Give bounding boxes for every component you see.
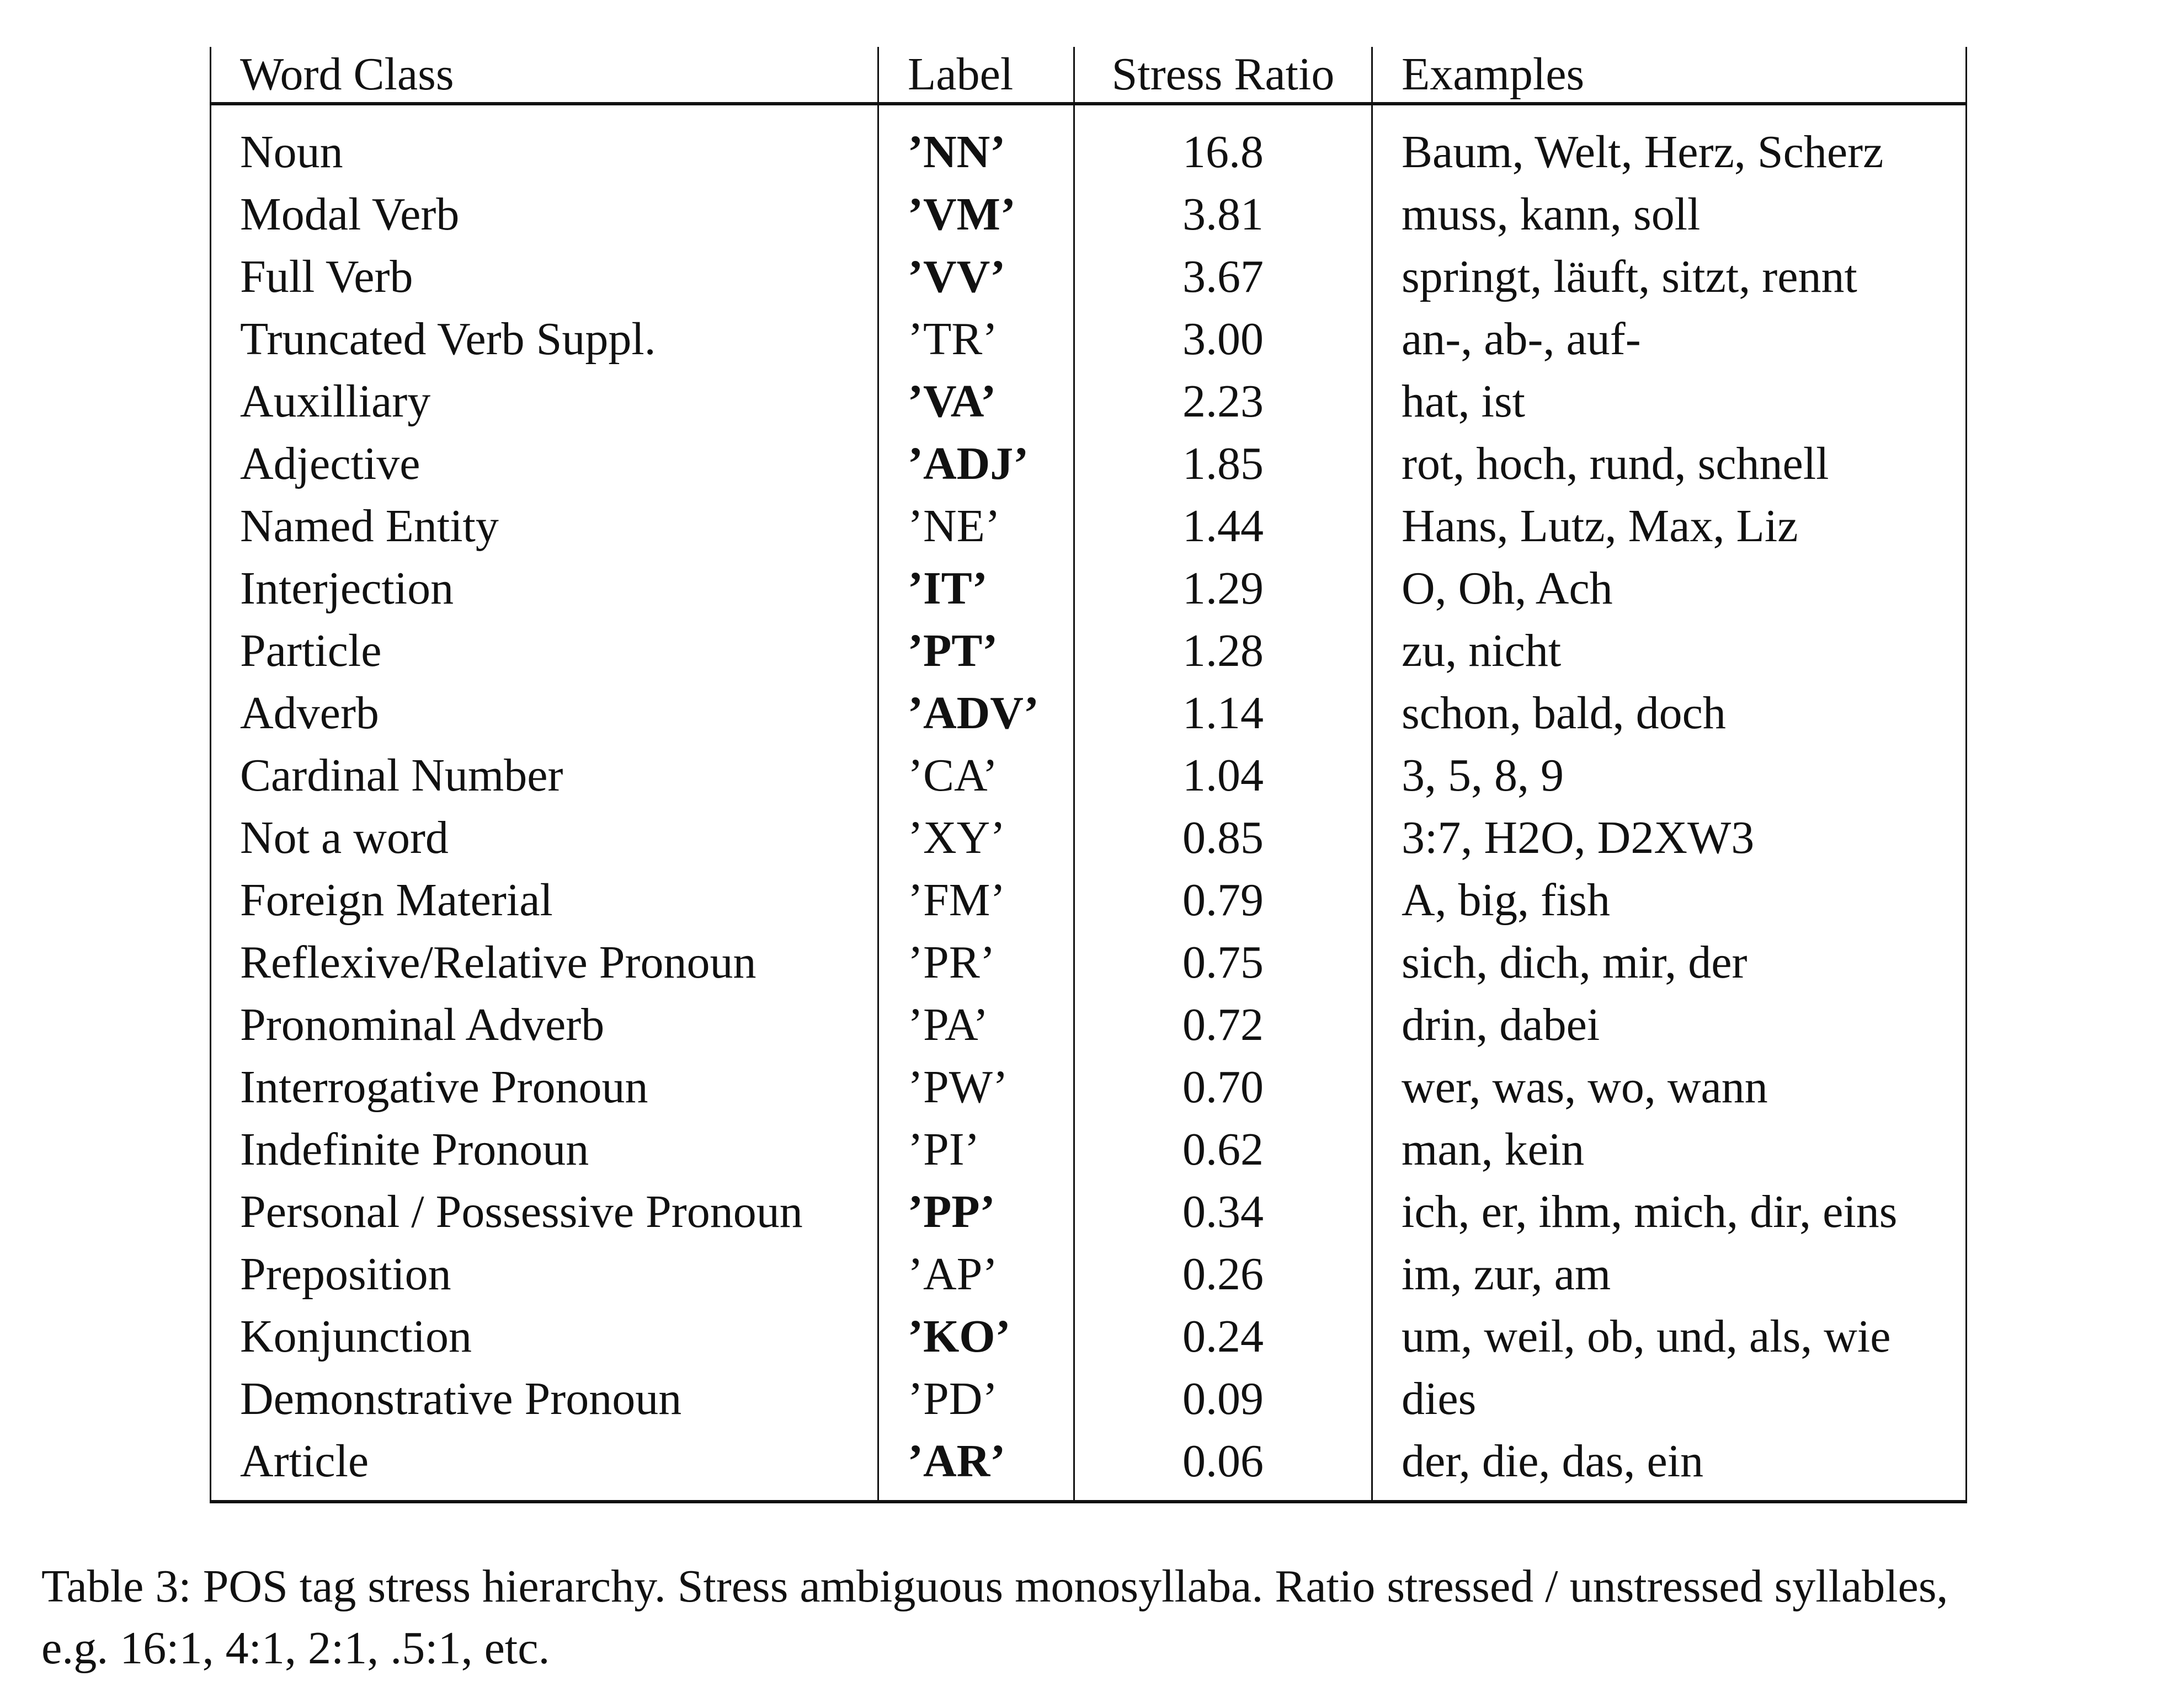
cell-word-class: Preposition <box>211 1243 878 1305</box>
table-row <box>211 557 1967 620</box>
cell-label: ’ADV’ <box>878 682 1074 744</box>
header-stress-ratio: Stress Ratio <box>1074 47 1372 104</box>
cell-label: ’ADJ’ <box>878 433 1074 495</box>
header-examples: Examples <box>1372 47 1967 104</box>
cell-stress-ratio: 0.26 <box>1074 1243 1372 1305</box>
table-spacer-row <box>211 104 1967 121</box>
cell-examples: rot, hoch, rund, schnell <box>1372 433 1967 495</box>
cell-examples: sich, dich, mir, der <box>1372 931 1967 994</box>
cell-examples: drin, dabei <box>1372 994 1967 1056</box>
cell-word-class: Full Verb <box>211 245 878 308</box>
cell-label: ’PP’ <box>878 1181 1074 1243</box>
cell-label: ’TR’ <box>878 308 1074 370</box>
cell-examples: Baum, Welt, Herz, Scherz <box>1372 121 1967 183</box>
cell-stress-ratio: 0.06 <box>1074 1430 1372 1502</box>
cell-word-class: Truncated Verb Suppl. <box>211 308 878 370</box>
cell-word-class: Auxilliary <box>211 370 878 433</box>
cell-stress-ratio: 0.79 <box>1074 869 1372 931</box>
cell-label: ’NE’ <box>878 495 1074 557</box>
table-row <box>211 682 1967 744</box>
cell-stress-ratio: 0.62 <box>1074 1118 1372 1181</box>
cell-label: ’PW’ <box>878 1056 1074 1118</box>
table-row <box>211 495 1967 557</box>
cell-word-class: Interjection <box>211 557 878 620</box>
header-word-class: Word Class <box>211 47 878 104</box>
cell-word-class: Particle <box>211 620 878 682</box>
cell-word-class: Interrogative Pronoun <box>211 1056 878 1118</box>
cell-label: ’XY’ <box>878 807 1074 869</box>
table-row <box>211 245 1967 308</box>
cell-word-class: Noun <box>211 121 878 183</box>
cell-stress-ratio: 1.04 <box>1074 744 1372 807</box>
table-row <box>211 807 1967 869</box>
table-row <box>211 121 1967 183</box>
table-row <box>211 183 1967 245</box>
cell-label: ’VM’ <box>878 183 1074 245</box>
cell-examples: schon, bald, doch <box>1372 682 1967 744</box>
table-row <box>211 1368 1967 1430</box>
table-row <box>211 994 1967 1056</box>
cell-word-class: Indefinite Pronoun <box>211 1118 878 1181</box>
pos-stress-table-container <box>210 47 1965 1503</box>
cell-word-class: Personal / Possessive Pronoun <box>211 1181 878 1243</box>
cell-stress-ratio: 0.85 <box>1074 807 1372 869</box>
cell-examples: Hans, Lutz, Max, Liz <box>1372 495 1967 557</box>
cell-examples: zu, nicht <box>1372 620 1967 682</box>
cell-label: ’VV’ <box>878 245 1074 308</box>
cell-stress-ratio: 2.23 <box>1074 370 1372 433</box>
cell-word-class: Konjunction <box>211 1305 878 1368</box>
caption-line-1: Table 3: POS tag stress hierarchy. Stress ambiguous monosyllaba. Ratio stressed / unstressed syllables, <box>41 1561 1948 1612</box>
table-row <box>211 1305 1967 1368</box>
cell-label: ’PT’ <box>878 620 1074 682</box>
pos-stress-table <box>210 47 1967 1503</box>
cell-label: ’KO’ <box>878 1305 1074 1368</box>
cell-word-class: Cardinal Number <box>211 744 878 807</box>
cell-examples: um, weil, ob, und, als, wie <box>1372 1305 1967 1368</box>
cell-examples: O, Oh, Ach <box>1372 557 1967 620</box>
table-row <box>211 869 1967 931</box>
cell-stress-ratio: 1.29 <box>1074 557 1372 620</box>
cell-examples: A, big, fish <box>1372 869 1967 931</box>
table-row <box>211 1243 1967 1305</box>
cell-label: ’VA’ <box>878 370 1074 433</box>
cell-examples: wer, was, wo, wann <box>1372 1056 1967 1118</box>
cell-examples: 3:7, H2O, D2XW3 <box>1372 807 1967 869</box>
cell-word-class: Modal Verb <box>211 183 878 245</box>
cell-stress-ratio: 0.70 <box>1074 1056 1372 1118</box>
header-row <box>211 47 1967 104</box>
cell-label: ’PD’ <box>878 1368 1074 1430</box>
cell-examples: an-, ab-, auf- <box>1372 308 1967 370</box>
cell-label: ’PR’ <box>878 931 1074 994</box>
cell-label: ’AR’ <box>878 1430 1074 1502</box>
cell-word-class: Adjective <box>211 433 878 495</box>
table-row <box>211 370 1967 433</box>
cell-examples: ich, er, ihm, mich, dir, eins <box>1372 1181 1967 1243</box>
cell-label: ’CA’ <box>878 744 1074 807</box>
cell-stress-ratio: 0.09 <box>1074 1368 1372 1430</box>
caption-line-2: e.g. 16:1, 4:1, 2:1, .5:1, etc. <box>41 1622 550 1674</box>
table-header <box>211 47 1967 104</box>
table-row <box>211 744 1967 807</box>
table-row <box>211 308 1967 370</box>
cell-examples: im, zur, am <box>1372 1243 1967 1305</box>
cell-label: ’AP’ <box>878 1243 1074 1305</box>
table-row <box>211 433 1967 495</box>
cell-stress-ratio: 3.67 <box>1074 245 1372 308</box>
cell-stress-ratio: 0.72 <box>1074 994 1372 1056</box>
table-row <box>211 1430 1967 1502</box>
cell-stress-ratio: 1.28 <box>1074 620 1372 682</box>
cell-examples: man, kein <box>1372 1118 1967 1181</box>
cell-word-class: Article <box>211 1430 878 1502</box>
cell-word-class: Pronominal Adverb <box>211 994 878 1056</box>
header-label: Label <box>878 47 1074 104</box>
cell-word-class: Demonstrative Pronoun <box>211 1368 878 1430</box>
table-row <box>211 1181 1967 1243</box>
cell-word-class: Not a word <box>211 807 878 869</box>
cell-stress-ratio: 16.8 <box>1074 121 1372 183</box>
cell-examples: hat, ist <box>1372 370 1967 433</box>
cell-stress-ratio: 1.14 <box>1074 682 1372 744</box>
cell-stress-ratio: 3.81 <box>1074 183 1372 245</box>
cell-examples: der, die, das, ein <box>1372 1430 1967 1502</box>
table-row <box>211 1118 1967 1181</box>
cell-label: ’PA’ <box>878 994 1074 1056</box>
table-body <box>211 104 1967 1502</box>
cell-stress-ratio: 0.75 <box>1074 931 1372 994</box>
cell-examples: springt, läuft, sitzt, rennt <box>1372 245 1967 308</box>
cell-word-class: Adverb <box>211 682 878 744</box>
cell-examples: 3, 5, 8, 9 <box>1372 744 1967 807</box>
cell-stress-ratio: 3.00 <box>1074 308 1372 370</box>
cell-stress-ratio: 0.34 <box>1074 1181 1372 1243</box>
cell-stress-ratio: 0.24 <box>1074 1305 1372 1368</box>
cell-stress-ratio: 1.85 <box>1074 433 1372 495</box>
cell-word-class: Foreign Material <box>211 869 878 931</box>
cell-label: ’PI’ <box>878 1118 1074 1181</box>
table-row <box>211 1056 1967 1118</box>
cell-examples: muss, kann, soll <box>1372 183 1967 245</box>
cell-label: ’IT’ <box>878 557 1074 620</box>
cell-stress-ratio: 1.44 <box>1074 495 1372 557</box>
table-row <box>211 620 1967 682</box>
cell-word-class: Reflexive/Relative Pronoun <box>211 931 878 994</box>
table-row <box>211 931 1967 994</box>
table-caption <box>41 1556 2138 1679</box>
cell-word-class: Named Entity <box>211 495 878 557</box>
cell-label: ’NN’ <box>878 121 1074 183</box>
cell-examples: dies <box>1372 1368 1967 1430</box>
cell-label: ’FM’ <box>878 869 1074 931</box>
